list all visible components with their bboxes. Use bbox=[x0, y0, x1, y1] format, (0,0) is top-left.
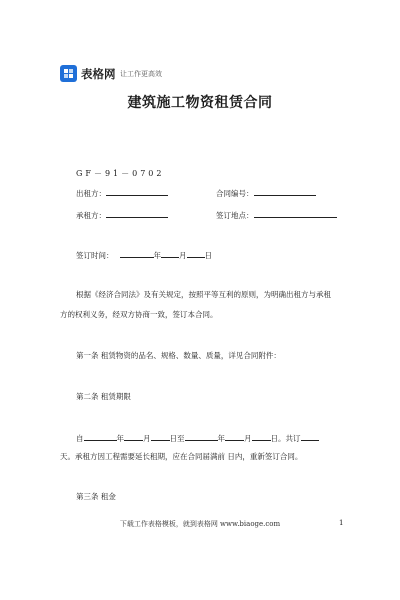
brand-slogan: 让工作更高效 bbox=[120, 70, 162, 78]
contract-no-label: 合同编号： bbox=[216, 189, 254, 198]
contract-code: GF－91－0702 bbox=[76, 169, 165, 178]
end-year-label: 年 bbox=[217, 434, 225, 443]
article-3: 第三条 租金 bbox=[76, 492, 116, 501]
sign-year-blank[interactable] bbox=[120, 248, 154, 258]
intro-line-1: 根据《经济合同法》及有关规定，按照平等互利的原则，为明确出租方与承租 bbox=[76, 290, 331, 299]
start-year-label: 年 bbox=[116, 434, 124, 443]
start-month-label: 月 bbox=[143, 434, 151, 443]
end-year-blank[interactable] bbox=[185, 431, 218, 441]
sign-time-row bbox=[76, 248, 212, 261]
sign-month-blank[interactable] bbox=[161, 248, 179, 258]
lessor-label: 出租方： bbox=[76, 189, 106, 198]
year-label: 年 bbox=[153, 251, 161, 260]
page-number: 1 bbox=[339, 519, 344, 527]
article-2: 第二条 租赁期限 bbox=[76, 392, 131, 401]
lessee-row bbox=[76, 208, 168, 221]
end-month-label: 月 bbox=[244, 434, 252, 443]
contract-no-blank[interactable] bbox=[254, 186, 316, 196]
start-day-blank[interactable] bbox=[151, 431, 170, 441]
sign-day-blank[interactable] bbox=[187, 248, 205, 258]
from-label: 自 bbox=[76, 434, 84, 443]
document-title: 建筑施工物资租赁合同 bbox=[127, 95, 273, 111]
sign-place-row bbox=[216, 208, 337, 221]
article-1: 第一条 租赁物资的品名、规格、数量、质量，详见合同附件： bbox=[76, 351, 281, 360]
sign-place-label: 签订地点： bbox=[216, 211, 254, 220]
total-days-blank[interactable] bbox=[301, 431, 319, 441]
month-label: 月 bbox=[179, 251, 187, 260]
period-row bbox=[76, 431, 319, 444]
day-label: 日 bbox=[204, 251, 212, 260]
sign-time-label: 签订时间： bbox=[76, 251, 114, 260]
period-line-2: 天。承租方因工程需要延长租期，应在合同届满前 日内，重新签订合同。 bbox=[60, 452, 303, 461]
lessor-row bbox=[76, 186, 168, 199]
end-month-blank[interactable] bbox=[225, 431, 244, 441]
sign-place-blank[interactable] bbox=[254, 208, 337, 218]
lessee-blank[interactable] bbox=[106, 208, 168, 218]
start-year-blank[interactable] bbox=[84, 431, 117, 441]
total-label: 日。共订 bbox=[270, 434, 301, 443]
footer-text: 下载工作表格模板，就到表格网 www.biaoge.com bbox=[119, 520, 281, 528]
contract-no-row bbox=[216, 186, 316, 199]
to-label: 日至 bbox=[169, 434, 185, 443]
logo-icon bbox=[60, 65, 77, 82]
brand-name: 表格网 bbox=[81, 67, 116, 81]
start-month-blank[interactable] bbox=[124, 431, 143, 441]
intro-line-2: 方的权利义务，经双方协商一致，签订本合同。 bbox=[60, 310, 218, 319]
end-day-blank[interactable] bbox=[252, 431, 271, 441]
lessor-blank[interactable] bbox=[106, 186, 168, 196]
lessee-label: 承租方： bbox=[76, 211, 106, 220]
